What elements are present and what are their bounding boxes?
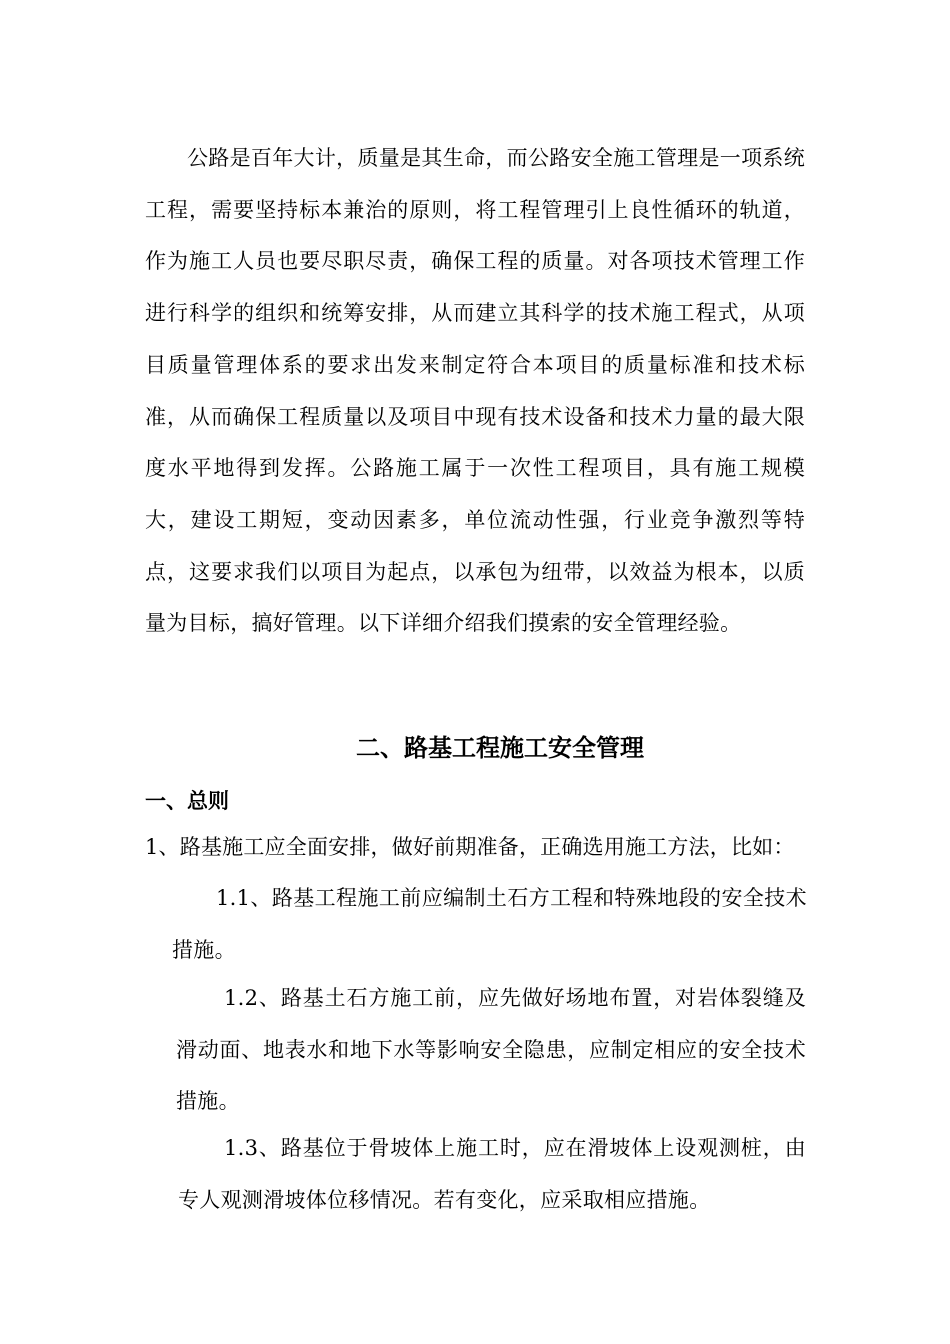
sub-item-1-2: 1.2、路基土石方施工前，应先做好场地布置，对岩体裂缝及滑动面、地表水和地下水等影响安全隐患，应制定相应的安全技术措施。: [176, 986, 806, 1114]
list-item-1: 1、路基施工应全面安排，做好前期准备，正确选用施工方法，比如：: [145, 835, 795, 859]
intro-paragraph: 公路是百年大计，质量是其生命，而公路安全施工管理是一项系统工程，需要坚持标本兼治的原则，将工程管理引上良性循环的轨道，作为施工人员也要尽职尽责，确保工程的质量。对各项技术管理工作进行科学的组织和统筹安排，从而建立其科学的技术施工程式，从项目质量管理体系的要求出发来制定符合本项目的质量标准和技术标准，从而确保工程质量以及项目中现有技术设备和技术力量的最大限度水平地得到发挥。公路施工属于一次性工程项目，具有施工规模大，建设工期短，变动因素多，单位流动性强，行业竞争激烈等特点，这要求我们以项目为起点，以承包为纽带，以效益为根本，以质量为目标，搞好管理。以下详细介绍我们摸索的安全管理经验。: [145, 146, 805, 636]
section-title: 二、路基工程施工安全管理: [356, 734, 644, 762]
sub-heading-general: 一、总则: [145, 789, 229, 813]
sub-item-1-3: 1.3、路基位于骨坡体上施工时，应在滑坡体上设观测桩，由专人观测滑坡体位移情况。若有变化，应采取相应措施。: [178, 1136, 806, 1212]
sub-item-1-1: 1.1、路基工程施工前应编制土石方工程和特殊地段的安全技术措施。: [172, 886, 807, 962]
